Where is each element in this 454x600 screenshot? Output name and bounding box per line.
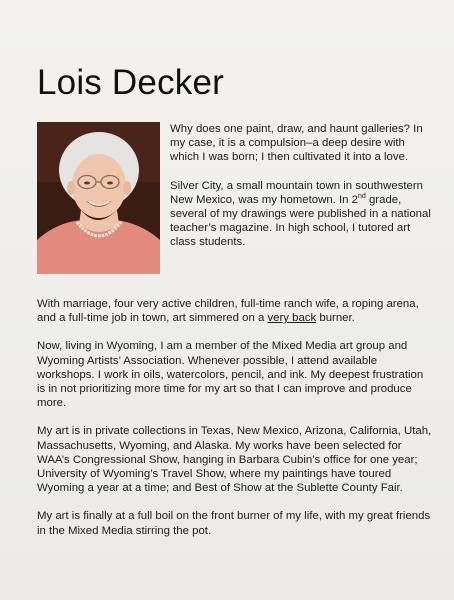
paragraph-why-paint: Why does one paint, draw, and haunt galleries? In my case, it is a compulsion–a deep desire with which I was born; I then cultivated it into a love.	[170, 123, 423, 164]
artist-name-heading: Lois Decker	[37, 63, 224, 102]
artist-portrait-photo	[37, 122, 160, 274]
ordinal-suffix: nd	[358, 193, 366, 201]
bio-body-text	[37, 297, 432, 552]
intro-text	[170, 122, 432, 264]
paragraph-hometown	[170, 179, 432, 250]
paragraph-full-boil: My art is finally at a full boil on the front burner of my life, with my great friends in the Mixed Media stirring the pot.	[37, 510, 431, 537]
marriage-text-a: With marriage, four very active children, full-time ranch wife, a roping arena, and a full-time job in town, art simmered on a	[37, 298, 419, 325]
marriage-text-b: burner.	[316, 312, 355, 325]
paragraph-wyoming: Now, living in Wyoming, I am a member of the Mixed Media art group and Wyoming Artists’ Association. Whenever possible, I attend available workshops. I work in oils, watercolors, pencil, and ink. My deepest frustration is in not prioritizing more time for my art so that I can improve and produce more.	[37, 340, 424, 410]
paragraph-collections: My art is in private collections in Texas, New Mexico, Arizona, California, Utah, Massachusetts, Wyoming, and Alaska. My works have been selected for WAA’s Congressional Show, hanging in Barbara Cubin’s office for one year; University of Wyoming’s Travel Show, where my paintings have toured Wyoming a year at a time; and Best of Show at the Sublette County Fair.	[37, 425, 432, 495]
underlined-very-back: very back	[267, 312, 317, 325]
hometown-text-b: grade, several of my drawings were published in a national teacher’s magazine. In high school, I tutored art class students.	[170, 193, 431, 249]
paragraph-marriage	[37, 297, 432, 325]
hometown-text-a: Silver City, a small mountain town in southwestern New Mexico, was my hometown. In 2	[170, 179, 424, 206]
